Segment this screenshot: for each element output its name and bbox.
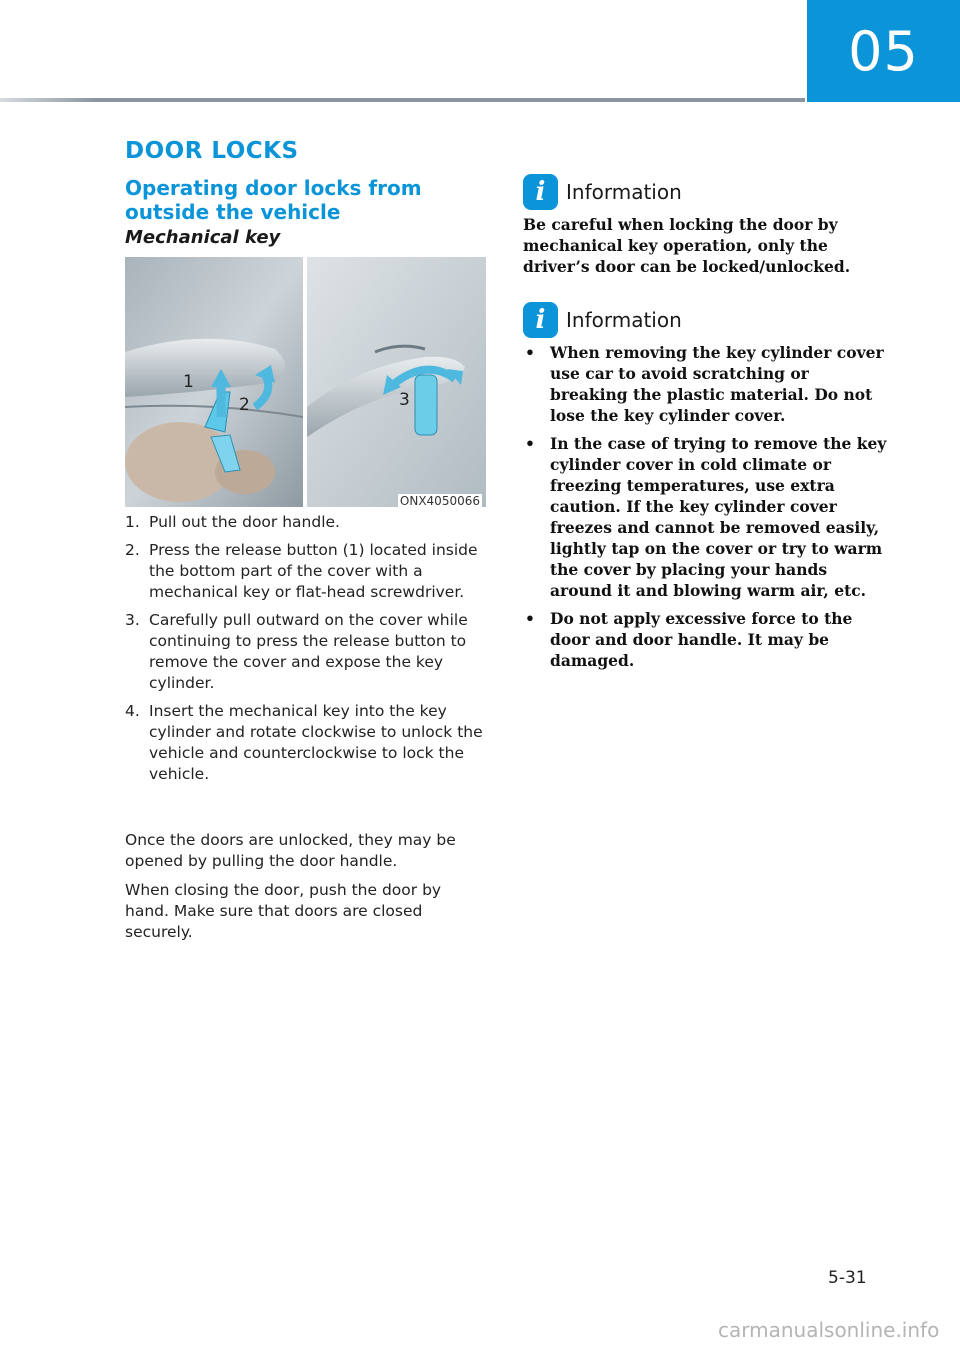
bullet-text: In the case of trying to remove the key cylinder cover in cold climate or freezing temperatures, use extra caution. If the key cylinder cover freezes and cannot be removed easily, lightly tap on the cover or try to warm the cover by placing your hands around it and blowing warm air, etc. xyxy=(550,434,887,600)
chapter-tab: 05 xyxy=(807,0,960,102)
section-title: DOOR LOCKS xyxy=(125,138,299,164)
step-number: 4. xyxy=(125,702,140,720)
bullet: • xyxy=(525,343,535,362)
figure-code: ONX4050066 xyxy=(399,494,480,508)
info-label: Information xyxy=(566,180,682,204)
bullet-text: Do not apply excessive force to the door and door handle. It may be damaged. xyxy=(550,609,853,670)
info-text-1: Be careful when locking the door by mechanical key operation, only the driver’s door can be locked/unlocked. xyxy=(523,215,851,276)
steps-list xyxy=(125,512,485,792)
illustration-svg xyxy=(125,257,486,507)
step-text: Press the release button (1) located inside the bottom part of the cover with a mechanical key or flat-head screwdriver. xyxy=(149,541,478,601)
page-number: 5-31 xyxy=(828,1268,867,1288)
subsection-title: Operating door locks from outside the vehicle xyxy=(125,176,422,224)
list-item xyxy=(523,433,888,601)
header-rule xyxy=(0,98,805,102)
info-header-2 xyxy=(523,302,682,338)
info-label: Information xyxy=(566,308,682,332)
sub-subtitle: Mechanical key xyxy=(125,227,281,248)
callout-1: 1 xyxy=(183,372,194,392)
step-text: Carefully pull outward on the cover while continuing to press the release button to remove the cover and expose the key cylinder. xyxy=(149,611,468,692)
bullet-text: When removing the key cylinder cover use car to avoid scratching or breaking the plastic material. Do not lose the key cylinder cover. xyxy=(550,343,884,425)
list-item xyxy=(523,342,888,426)
bullet: • xyxy=(525,609,535,628)
info-icon: i xyxy=(523,302,558,338)
list-item xyxy=(125,610,485,694)
list-item xyxy=(125,512,485,533)
step-text: Insert the mechanical key into the key cylinder and rotate clockwise to unlock the vehicle and counterclockwise to lock the vehicle. xyxy=(149,702,483,783)
list-item xyxy=(125,540,485,603)
paragraph-closing: When closing the door, push the door by hand. Make sure that doors are closed securely. xyxy=(125,881,442,941)
paragraph-unlocked: Once the doors are unlocked, they may be opened by pulling the door handle. xyxy=(125,831,456,870)
info-bullet-list xyxy=(523,342,888,678)
key-icon xyxy=(415,375,437,435)
list-item xyxy=(523,608,888,671)
bullet: • xyxy=(525,434,535,453)
watermark: carmanualsonline.info xyxy=(718,1318,940,1342)
step-number: 1. xyxy=(125,513,140,531)
step-number: 3. xyxy=(125,611,140,629)
callout-2: 2 xyxy=(239,395,250,415)
door-handle-illustration xyxy=(125,257,486,507)
list-item xyxy=(125,701,485,785)
step-number: 2. xyxy=(125,541,140,559)
info-icon: i xyxy=(523,174,558,210)
info-header-1 xyxy=(523,174,682,210)
step-text: Pull out the door handle. xyxy=(149,513,340,531)
callout-3: 3 xyxy=(399,390,410,410)
